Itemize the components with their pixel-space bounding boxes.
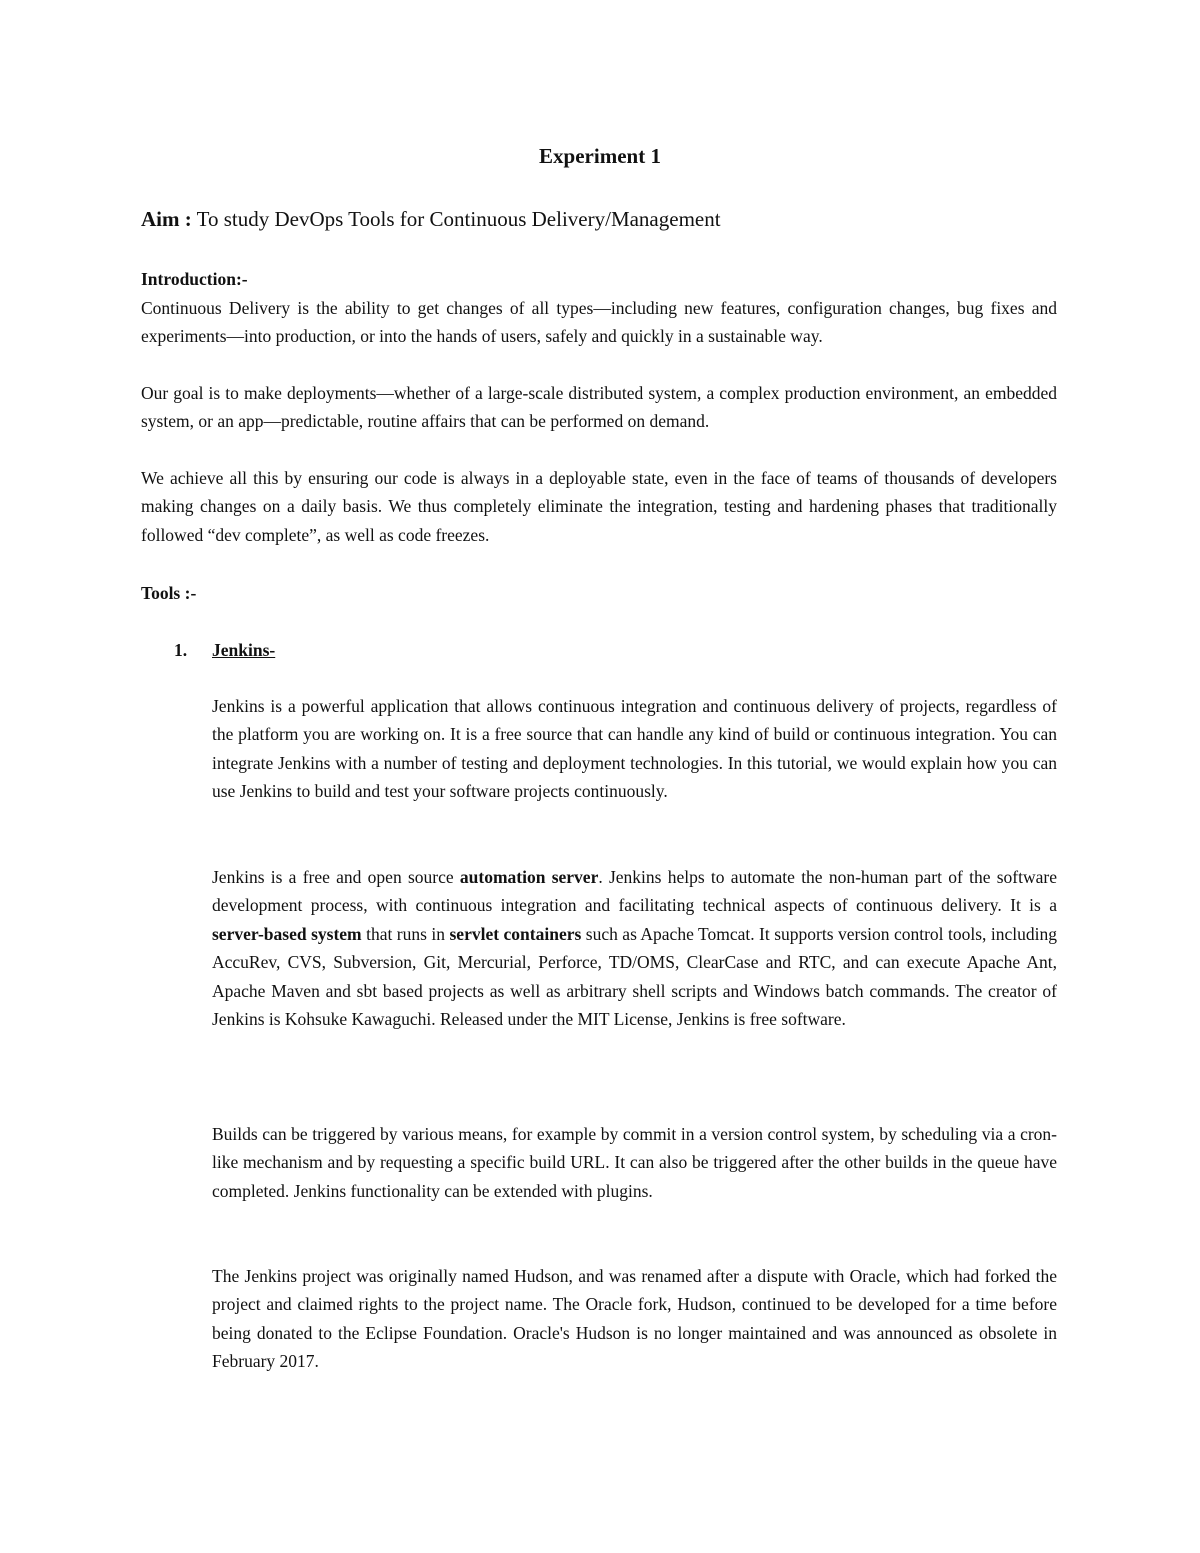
aim-line — [141, 205, 1061, 233]
tool-name-jenkins: Jenkins- — [212, 640, 276, 660]
servlet-containers-term: servlet containers — [449, 923, 582, 944]
jenkins-paragraph-4: The Jenkins project was originally named Hudson, and was renamed after a dispute with Oracle, which had forked the project and claimed rights to the project name. The Oracle fork, Hudson, continued to be developed for a time before being donated to the Eclipse Foundation. Oracle's Hudson is no longer maintained and was announced as obsolete in February 2017. — [212, 1266, 1057, 1372]
aim-text: To study DevOps Tools for Continuous Delivery/Management — [191, 207, 721, 231]
introduction-heading: Introduction:- — [141, 269, 248, 289]
document-title: Experiment 1 — [539, 144, 661, 168]
intro-paragraph-1: Continuous Delivery is the ability to get changes of all types—including new features, configuration changes, bug fixes and experiments—into production, or into the hands of users, safely and quickly in a sustainable way. — [141, 298, 1057, 347]
p2-text-3: that runs in — [361, 923, 450, 944]
jenkins-paragraph-1: Jenkins is a powerful application that allows continuous integration and continuous delivery of projects, regardless of the platform you are working on. It is a free source that can handle any kind of build or continuous integration. You can integrate Jenkins with a number of testing and deployment technologies. In this tutorial, we would explain how you can use Jenkins to build and test your software projects continuously. — [212, 696, 1057, 802]
intro-paragraph-2: Our goal is to make deployments—whether of a large-scale distributed system, a complex production environment, an embedded system, or an app—predictable, routine affairs that can be performed on demand. — [141, 383, 1057, 432]
p2-text-2: . Jenkins helps to automate the non-human part of the software development process, with continuous integration and facilitating technical aspects of continuous delivery. It is a — [212, 867, 1057, 916]
jenkins-paragraph-2 — [212, 863, 1057, 1033]
list-number: 1. — [174, 640, 188, 660]
intro-paragraph-3: We achieve all this by ensuring our code is always in a deployable state, even in the face of teams of thousands of developers making changes on a daily basis. We thus completely eliminate the integration, testing and hardening phases that traditionally followed “dev complete”, as well as code freezes. — [141, 468, 1057, 545]
p2-text-1: Jenkins is a free and open source — [212, 867, 460, 887]
jenkins-paragraph-3: Builds can be triggered by various means, for example by commit in a version control system, by scheduling via a cron-like mechanism and by requesting a specific build URL. It can also be triggered after the other builds in the queue have completed. Jenkins functionality can be extended with plugins. — [212, 1124, 1057, 1201]
automation-server-term: automation server — [459, 867, 599, 887]
p2-text-4: such as Apache Tomcat. It supports version control tools, including AccuRev, CVS, Subversion, Git, Mercurial, Perforce, TD/OMS, ClearCase and RTC, and can execute Apache Ant, Apache Maven and sbt based projects as well as arbitrary shell scripts and Windows batch commands. The creator of Jenkins is Kohsuke Kawaguchi. Released under the MIT License, Jenkins is free software. — [212, 923, 1057, 1030]
server-based-system-term: server-based system — [212, 923, 362, 944]
tools-heading: Tools :- — [141, 583, 197, 603]
tool-list-item-jenkins — [174, 636, 275, 664]
aim-label: Aim : — [141, 207, 192, 231]
